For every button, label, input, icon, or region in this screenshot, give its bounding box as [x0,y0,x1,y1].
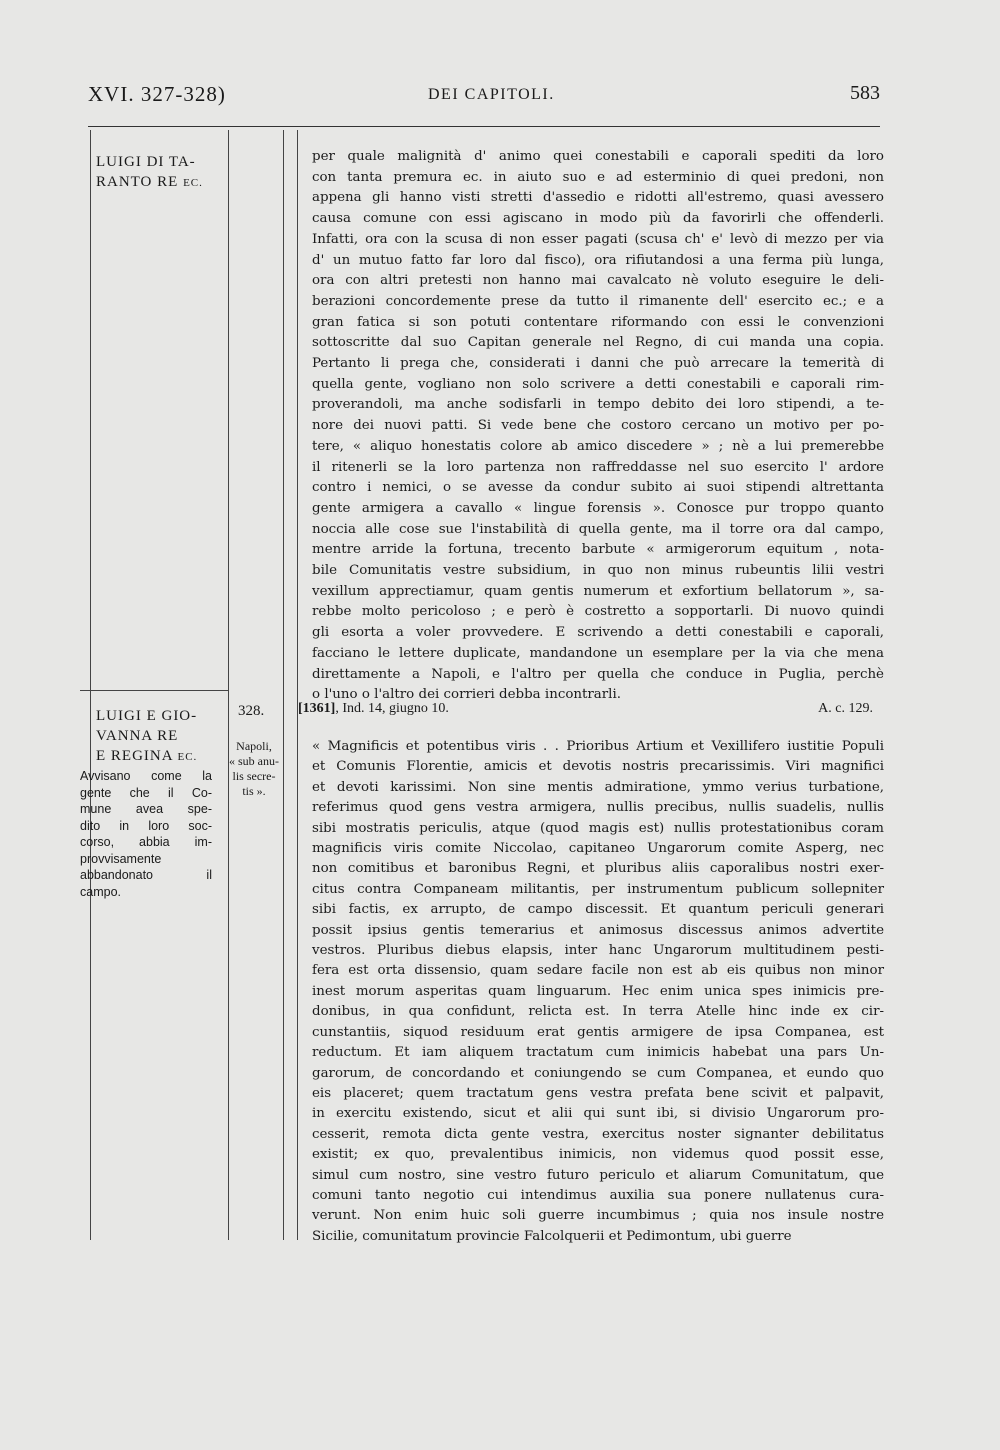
entry-year: [1361] [298,701,336,716]
entry-date: , Ind. 14, giugno 10. [335,701,449,716]
place-note-line: « sub anu- [229,754,279,768]
text-line: berazioni concordemente prese da tutto il rimanente dell' esercito ec.; e a [312,293,884,309]
text-line: contro i nemici, o se avesse da condur subito ai suoi stipendi altrettanta [312,480,884,496]
text-line: proverandoli, ma anche sodisfarli in tempo debito dei loro stipendi, a te- [312,397,884,413]
summary-line: Avvisano come la [80,769,212,783]
running-title: DEI CAPITOLI. [428,86,555,103]
text-line: donibus, in qua confidunt, relicta est. In terra Atelle hinc inde ex cir- [312,1004,884,1020]
summary-line: gente che il Co- [80,785,212,800]
text-line: gli esorta a voler provvedere. E scrivendo a detti conestabili e caporali, [312,625,884,641]
text-line: possit ipsius gentis temerarius et animosus discessus animos advertite [312,922,884,938]
text-line: et devoti karissimi. Non sine mentis admiratione, ymmo verius turbatione, [312,779,884,795]
text-line: per quale malignità d' animo quei conestabili e caporali spediti da loro [312,149,884,164]
margin-title-entry-2 [96,706,226,767]
text-line: con tanta premura ec. in aiuto suo e ad esterminio di quei predoni, non [312,169,884,185]
text-line: reductum. Et iam aliquem tractatum cum inimicis habebat una pars Un- [312,1045,884,1061]
place-note-line: tis ». [242,784,266,798]
text-line: rebbe molto pericoloso ; e però è costretto a sopportarli. Di nuovo quindi [312,604,884,620]
text-line: et Comunis Florentie, amicis et devotis nostris precarissimis. Viri magnifici [312,759,884,775]
column-rule [90,130,91,1240]
text-line: non comitibus et baronibus Regni, et pluribus aliis caporalibus nostri exer- [312,861,884,877]
place-note [224,739,284,799]
margin-title-line: LUIGI DI TA- [96,154,196,170]
text-line: il ritenerli se la loro partenza non raffreddasse nel suo esercito l' ardore [312,459,884,475]
summary-line: provvisamente [80,851,162,866]
entry-2-heading [298,701,873,723]
text-line: sibi mostratis periculis, atque (quod magis est) nullis protestationibus coram [312,820,884,836]
text-line: gente armigera a cavallo « lingue forensis ». Conosce pur troppo quanto [312,500,884,516]
text-line: inest morum asperitas quam linguarum. Hec enim unica spes inimicis pre- [312,983,884,999]
margin-title-line: RANTO RE EC. [96,174,203,190]
text-line: comuni tanto negotio cui intendimus auxilia sua ponere nullatenus cura- [312,1187,884,1203]
text-line: vexillum apprectiamur, quam gentis numerum et exfortium bellatorum », sa- [312,583,884,599]
archive-reference: A. c. 129. [818,701,873,716]
entry-1-text [312,147,884,706]
text-line: in exercitu existendo, sicut et alii qui sunt ibi, si divisio Ungarorum pro- [312,1106,884,1122]
page-number: 583 [850,82,880,104]
margin-title-line: LUIGI E GIO- [96,708,198,724]
summary-line: abbandonato il [80,868,212,882]
document-number: 328. [238,703,265,719]
text-line: existit; ex quo, prevalentibus inimicis, non videmus quod possit esse, [312,1147,884,1163]
margin-title-line: E REGINA EC. [96,748,198,764]
entry-2-text [312,737,884,1247]
text-line: direttamente a Napoli, e l'altro per quella che conduce in Puglia, perchè [312,666,884,682]
summary-line: campo. [80,884,121,899]
text-line: verunt. Non enim huic soli guerre incumbimus ; quia nos insule nostre [312,1208,884,1224]
text-line: d' un mutuo fatto far loro dal fisco), ora rifiutandosi a una ferma più lunga, [312,252,884,268]
text-line: eis placeret; quem tractatum gens vestra prefata bene scivit et palpavit, [312,1085,884,1101]
text-line: cunstantiis, siquod residuum erat gentis armigere de ipsa Companea, est [312,1024,884,1040]
text-line: magnificis viris comite Niccolao, capitaneo Ungarorum comite Asperg, nec [312,841,884,857]
text-line: facciano le lettere duplicate, mandandone un esemplare per la via che mena [312,645,884,661]
text-line: quella gente, vogliano non solo scrivere a detti conestabili e caporali rim- [312,376,884,392]
column-rule [228,130,229,1240]
text-line: Infatti, ora con la scusa di non esser pagati (scusa ch' e' levò di mezzo per via [312,231,884,247]
text-line: causa comune con essi agiscano in modo più da favorirli che offenderli. [312,211,884,227]
text-line: Sicilie, comunitatum provincie Falcolquerii et Pedimontum, ubi guerre [312,1228,792,1244]
text-line: fera est orta dissensio, quam sedare facile non est ab eis quibus non minor [312,963,884,979]
text-line: cesserit, remota dicta gente vestra, exercitus noster signanter debilitatus [312,1126,884,1142]
place-note-line: Napoli, [236,739,272,753]
text-line: noccia alle cose sue l'instabilità di quella gente, ma il torre ora dal campo, [312,521,884,537]
column-rule [283,130,284,1240]
text-line: gran fatica si son potuti contentare riformando con essi le convenzioni [312,314,884,330]
text-line: bile Comunitatis vestre subsidium, in quo non minus rubeuntis lilii vestri [312,563,884,579]
text-line: garorum, de concordando et coniungendo se cum Companea, et eundo quo [312,1065,884,1081]
entry-2-summary [80,768,212,900]
text-line: sibi factis, ex arrupto, de campo discessit. Et quantum periculi generari [312,902,884,918]
summary-line: dito in loro soc- [80,818,212,833]
text-line: citus contra Companeam militantis, per instrumentum publicum sollepniter [312,881,884,897]
margin-title-line: VANNA RE [96,728,179,744]
text-line: tere, « aliquo honestatis colore ab amico discedere » ; nè a lui premerebbe [312,438,884,454]
summary-line: mune avea spe- [80,802,212,816]
text-line: vestros. Pluribus diebus elapsis, inter hanc Ungarorum multitudinem pesti- [312,943,884,959]
text-line: appena gli hanno visti stretti d'assedio e ridotti all'estremo, quasi avessero [312,190,884,206]
text-line: simul cum nostro, sine vestro futuro periculo et aliarum Comunitatum, que [312,1167,884,1183]
text-line: ora con altri pretesti non hanno mai cavalcato nè voluto eseguire le deli- [312,273,884,289]
summary-line: corso, abbia im- [80,835,212,849]
text-line: o l'uno o l'altro dei corrieri debba incontrarli. [312,687,622,703]
text-line: sottoscritte dal suo Capitan generale nel Regno, di cui manda una copia. [312,335,884,351]
margin-divider [80,690,228,691]
running-header [88,82,880,116]
text-line: nore dei nuovi patti. Si vede bene che costoro cercano un motivo per po- [312,418,884,434]
header-rule [88,126,880,127]
text-line: Pertanto li prega che, considerati i danni che può arrecare la temerità di [312,356,884,372]
text-line: referimus quod gens vestra armigera, nullis precibus, nullis suadelis, nullis [312,800,884,816]
text-line: « Magnificis et potentibus viris . . Prioribus Artium et Vexillifero iustitie Populi [312,739,884,754]
section-reference: XVI. 327-328) [88,82,226,106]
column-rule [297,130,298,1240]
place-note-line: lis secre- [232,769,276,783]
text-line: mentre arride la fortuna, trecento barbute « armigerorum equitum , nota- [312,542,884,558]
margin-title-entry-1 [96,152,226,193]
